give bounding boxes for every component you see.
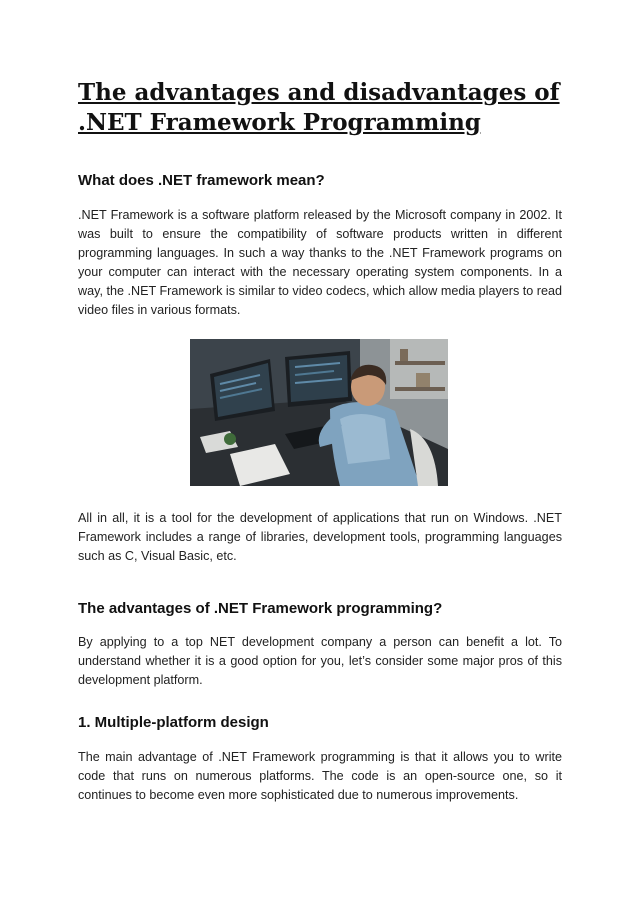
section-heading-what: What does .NET framework mean? [78, 172, 325, 189]
title-line-1: The advantages and disadvantages of [78, 79, 560, 106]
developer-photo [190, 339, 448, 486]
paragraph-intro: .NET Framework is a software platform released by the Microsoft company in 2002. It was built to ensure the compatibility of software products written in different programming languages. In such a way thanks to the .NET Framework programs on your computer can interact with the necessary operating system components. In a way, the .NET Framework is similar to video codecs, which allow media players to read video files in various formats. [78, 208, 562, 317]
paragraph-multi-platform: The main advantage of .NET Framework programming is that it allows you to write code that runs on numerous platforms. The code is an open-source one, so it continues to become even more sophisticated due to numerous improvements. [78, 750, 562, 802]
document-title [78, 78, 568, 138]
section-heading-advantages: The advantages of .NET Framework programming? [78, 600, 443, 617]
section-heading-multi-platform: 1. Multiple-platform design [78, 714, 269, 731]
paragraph-all-in-all: All in all, it is a tool for the development of applications that run on Windows. .NET Framework includes a range of libraries, development tools, programming languages such as C, Visual Basic, etc. [78, 511, 562, 563]
title-line-2: .NET Framework Programming [78, 109, 481, 136]
paragraph-advantages: By applying to a top NET development company a person can benefit a lot. To understand whether it is a good option for you, let’s consider some major pros of this development platform. [78, 635, 562, 687]
